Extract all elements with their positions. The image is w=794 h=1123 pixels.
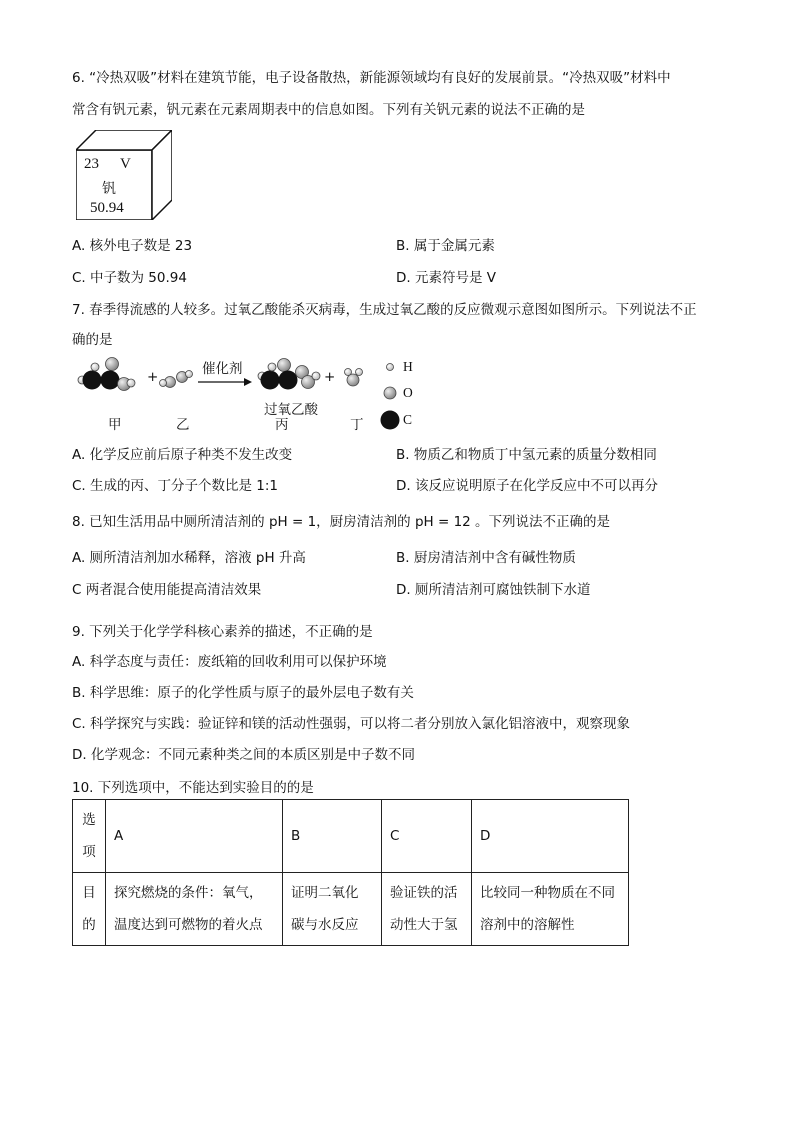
element-atomic-mass: 50.94 — [90, 200, 124, 216]
plus-sign-2: + — [324, 369, 336, 385]
q8-stem: 8. 已知生活用品中厕所清洁剂的 pH = 1，厨房清洁剂的 pH = 12 。下列说法不正确的是 — [72, 514, 611, 530]
legend-o: O — [403, 385, 413, 400]
q10-options-table — [72, 799, 629, 946]
label-jia: 甲 — [108, 417, 122, 433]
legend-h: H — [403, 359, 413, 374]
element-atomic-number: 23 — [84, 156, 99, 172]
table-header-option: 选 项 — [73, 800, 106, 873]
label-ding: 丁 — [350, 417, 364, 433]
label-yi: 乙 — [176, 417, 190, 433]
legend-c: C — [403, 412, 413, 427]
molecule-ding — [345, 369, 363, 387]
atom-legend-symbols — [381, 364, 400, 430]
table-cell-purpose-b: 证明二氧化 碳与水反应 — [283, 873, 382, 946]
q7-option-d: D. 该反应说明原子在化学反应中不可以再分 — [396, 478, 658, 494]
label-bing: 丙 — [275, 417, 289, 433]
q8-option-b: B. 厨房清洁剂中含有碱性物质 — [396, 550, 576, 566]
table-cell-purpose-a: 探究燃烧的条件：氧气， 温度达到可燃物的着火点 — [106, 873, 283, 946]
table-cell-option-b: B — [283, 800, 382, 873]
table-header-purpose: 目 的 — [73, 873, 106, 946]
q6-option-c: C. 中子数为 50.94 — [72, 270, 187, 286]
q7-stem-line2: 确的是 — [72, 332, 113, 348]
q6-option-d: D. 元素符号是 V — [396, 270, 497, 286]
q8-option-c: C 两者混合使用能提高清洁效果 — [72, 582, 262, 598]
q6-option-b: B. 属于金属元素 — [396, 238, 495, 254]
q6-stem-line1: 6. “冷热双吸”材料在建筑节能，电子设备散热，新能源领域均有良好的发展前景。“冷热双吸”材料中 — [72, 70, 671, 86]
q9-stem: 9. 下列关于化学学科核心素养的描述，不正确的是 — [72, 624, 373, 640]
q9-option-b: B. 科学思维：原子的化学性质与原子的最外层电子数有关 — [72, 685, 414, 701]
q7-stem-line1: 7. 春季得流感的人较多。过氧乙酸能杀灭病毒，生成过氧乙酸的反应微观示意图如图所示。下列说法不正 — [72, 302, 697, 318]
table-cell-option-c: C — [382, 800, 472, 873]
reaction-diagram — [72, 352, 432, 432]
q9-option-d: D. 化学观念：不同元素种类之间的本质区别是中子数不同 — [72, 747, 415, 763]
q8-option-a: A. 厕所清洁剂加水稀释，溶液 pH 升高 — [72, 550, 306, 566]
q9-option-c: C. 科学探究与实践：验证锌和镁的活动性强弱，可以将二者分别放入氯化铝溶液中，观察现象 — [72, 716, 631, 732]
q6-stem-line2: 常含有钒元素，钒元素在元素周期表中的信息如图。下列有关钒元素的说法不正确的是 — [72, 102, 585, 118]
element-name: 钒 — [102, 181, 116, 197]
catalyst-label: 催化剂 — [202, 361, 243, 377]
table-cell-option-a: A — [106, 800, 283, 873]
element-card-vanadium — [76, 130, 172, 220]
table-row-options — [73, 800, 629, 873]
table-cell-purpose-c: 验证铁的活 动性大于氢 — [382, 873, 472, 946]
molecule-jia — [78, 358, 135, 391]
molecule-bing — [258, 359, 320, 390]
table-row-purposes — [73, 873, 629, 946]
molecule-yi — [160, 371, 193, 388]
plus-sign-1: + — [147, 369, 159, 385]
table-cell-option-d: D — [472, 800, 629, 873]
q6-option-a: A. 核外电子数是 23 — [72, 238, 193, 254]
q7-option-c: C. 生成的丙、丁分子个数比是 1:1 — [72, 478, 279, 494]
q7-option-b: B. 物质乙和物质丁中氢元素的质量分数相同 — [396, 447, 657, 463]
q8-option-d: D. 厕所清洁剂可腐蚀铁制下水道 — [396, 582, 591, 598]
table-cell-purpose-d: 比较同一种物质在不同 溶剂中的溶解性 — [472, 873, 629, 946]
q7-option-a: A. 化学反应前后原子种类不发生改变 — [72, 447, 293, 463]
element-symbol: V — [120, 156, 131, 172]
q10-stem: 10. 下列选项中，不能达到实验目的的是 — [72, 780, 314, 796]
product-name-label: 过氧乙酸 — [264, 402, 318, 418]
q9-option-a: A. 科学态度与责任：废纸箱的回收利用可以保护环境 — [72, 654, 387, 670]
